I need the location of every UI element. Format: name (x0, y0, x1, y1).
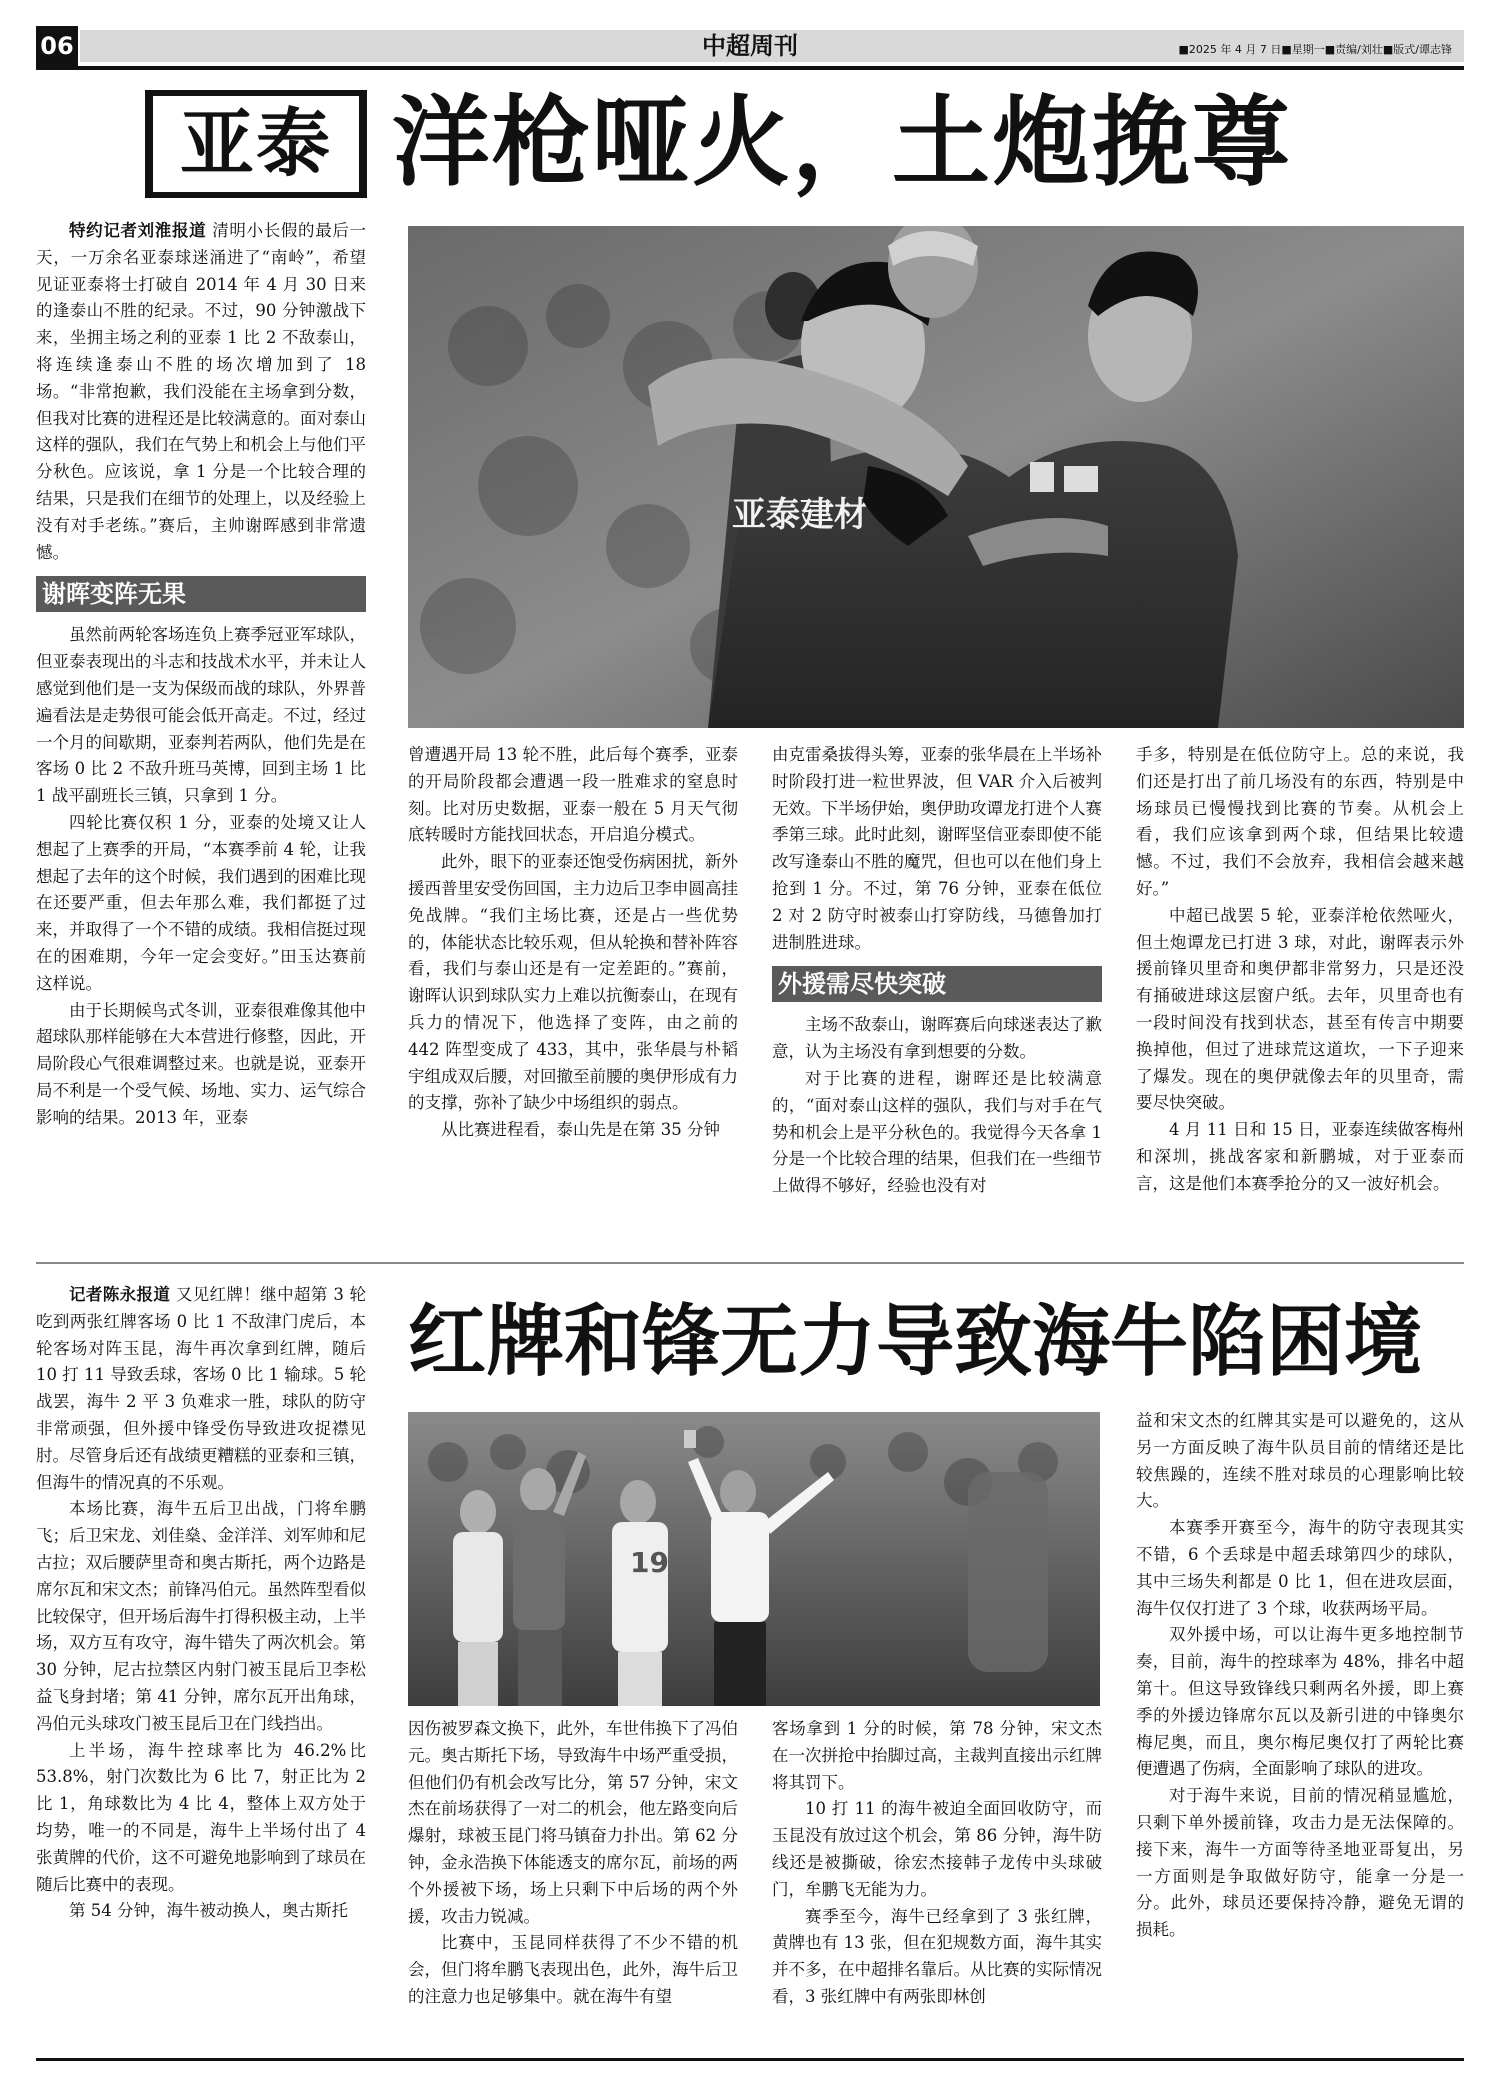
paragraph: 曾遭遇开局 13 轮不胜，此后每个赛季，亚泰的开局阶段都会遭遇一段一胜难求的窒息时刻。比对历史数据，亚泰一般在 5 月天气彻底转暖时方能找回状态，开启追分模式。 (408, 745, 738, 845)
paragraph: 双外援中场，可以让海牛更多地控制节奏，目前，海牛的控球率为 48%，排名中超第十。但这导致锋线只剩两名外援，即上赛季的外援边锋席尔瓦以及新引进的中锋奥尔梅尼奥，而且，奥尔梅尼奥仅打了两轮比赛便遭遇了伤病，全面影响了球队的进攻。 (1136, 1625, 1464, 1779)
article2-photo (408, 1412, 1100, 1706)
paragraph: 此外，眼下的亚泰还饱受伤病困扰，新外援西普里安受伤回国，主力边后卫李申圆高挂免战牌。“我们主场比赛，还是占一些优势的，体能状态比较乐观，但从轮换和替补阵容看，我们与泰山还是有一定差距的。”赛前，谢晖认识到球队实力上难以抗衡泰山，在现有兵力的情况下，他选择了变阵，由之前的 442 阵型变成了 433，其中，张华晨与朴韬宇组成双后腰，对回撤至前腰的奥伊形成有力的支撑，弥补了缺少中场组织的弱点。 (408, 852, 738, 1113)
article1-byline: 特约记者刘淮报道 (69, 221, 207, 240)
issue-meta: ■2025 年 4 月 7 日■星期一■责编/刘壮■版式/谭志锋 (1178, 43, 1452, 56)
paragraph: 比赛中，玉昆同样获得了不少不错的机会，但门将牟鹏飞表现出色，此外，海牛后卫的注意力也足够集中。就在海牛有望 (408, 1933, 738, 2006)
headline-place-label: 亚泰 (153, 96, 359, 192)
article1-photo (408, 226, 1464, 728)
article2-byline: 记者陈永报道 (69, 1285, 171, 1304)
jersey-number: 19 (630, 1546, 669, 1579)
article1-subhead-2: 外援需尽快突破 (772, 966, 1102, 1002)
paragraph: 上半场，海牛控球率比为 46.2%比 53.8%，射门次数比为 6 比 7，射正比为 2 比 1，角球数比为 4 比 4，整体上双方处于均势，唯一的不同是，海牛上半场付出了 4 张黄牌的代价，这不可避免地影响到了球员在随后比赛中的表现。 (36, 1740, 366, 1894)
article2-column-4 (1136, 1408, 1464, 1944)
paragraph: 从比赛进程看，泰山先是在第 35 分钟 (441, 1120, 720, 1140)
jersey-text: 亚泰建材 (732, 495, 868, 535)
article1-intro (36, 218, 366, 566)
page-header (36, 26, 1464, 70)
paragraph: 10 打 11 的海牛被迫全面回收防守，而玉昆没有放过这个机会，第 86 分钟，海牛防线还是被撕破，徐宏杰接韩子龙传中头球破门，牟鹏飞无能为力。 (772, 1799, 1102, 1899)
bottom-rule (36, 2058, 1464, 2061)
paragraph: 由于长期候鸟式冬训，亚泰很难像其他中超球队那样能够在大本营进行修整，因此，开局阶段心气很难调整过来。也就是说，亚泰开局不利是一个受气候、场地、实力、运气综合影响的结果。2013 年，亚泰 (36, 1000, 366, 1127)
page-number: 06 (36, 26, 78, 66)
paragraph: 本赛季开赛至今，海牛的防守表现其实不错，6 个丢球是中超丢球第四少的球队，其中三场失利都是 0 比 1，但在进攻层面，海牛仅仅打进了 3 个球，收获两场平局。 (1136, 1518, 1464, 1618)
article2-column-3 (772, 1716, 1102, 2011)
paragraph: 益和宋文杰的红牌其实是可以避免的，这从另一方面反映了海牛队员目前的情绪还是比较焦躁的，连续不胜对球员的心理影响比较大。 (1136, 1411, 1464, 1511)
article1-headline: 洋枪哑火，土炮挽尊 (392, 86, 1293, 200)
article1-column-1 (36, 218, 366, 1132)
article1-column-4 (1136, 742, 1464, 1198)
article2-column-1 (36, 1282, 366, 1925)
paragraph: 4 月 11 日和 15 日，亚泰连续做客梅州和深圳，挑战客家和新鹏城，对于亚泰而言，这是他们本赛季抢分的又一波好机会。 (1136, 1120, 1464, 1193)
article2-intro (36, 1282, 366, 1496)
article2-column-2 (408, 1716, 738, 2011)
article1-column-2 (408, 742, 738, 1144)
article1-intro-text: 清明小长假的最后一天，一万余名亚泰球迷涌进了“南岭”，希望见证亚泰将士打破自 2014 年 4 月 30 日来的逢泰山不胜的纪录。不过，90 分钟激战下来，坐拥主场之利的亚泰 1 比 2 不敌泰山，将连续逢泰山不胜的场次增加到了 18 场。“非常抱歉，我们没能在主场拿到分数，但我对比赛的进程还是比较满意的。面对泰山这样的强队，我们在气势上和机会上与他们平分秋色。应该说，拿 1 分是一个比较合理的结果，只是我们在细节的处理上，以及经验上没有对手老练。”赛后，主帅谢晖感到非常遗憾。 (36, 221, 367, 562)
article1-column-3 (772, 742, 1102, 1200)
paragraph: 第 54 分钟，海牛被动换人，奥古斯托 (69, 1901, 348, 1921)
paragraph: 对于海牛来说，目前的情况稍显尴尬，只剩下单外援前锋，攻击力是无法保障的。接下来，海牛一方面等待圣地亚哥复出，另一方面则是争取做好防守，能拿一分是一分。此外，球员还要保持冷静，避免无谓的损耗。 (1136, 1786, 1464, 1940)
paragraph: 手多，特别是在低位防守上。总的来说，我们还是打出了前几场没有的东西，特别是中场球员已慢慢找到比赛的节奏。从机会上看，我们应该拿到两个球，但结果比较遗憾。不过，我们不会放弃，我相信会越来越好。” (1136, 745, 1464, 898)
article2-intro-text: 又见红牌！继中超第 3 轮吃到两张红牌客场 0 比 1 不敌津门虎后，本轮客场对阵玉昆，海牛再次拿到红牌，随后 10 打 11 导致丢球，客场 0 比 1 输球。5 轮战罢，海牛 2 平 3 负难求一胜，球队的防守非常顽强，但外援中锋受伤导致进攻捉襟见肘。尽管身后还有战绩更糟糕的亚泰和三镇，但海牛的情况真的不乐观。 (36, 1285, 366, 1492)
paragraph: 赛季至今，海牛已经拿到了 3 张红牌，黄牌也有 13 张，但在犯规数方面，海牛其实并不多，在中超排名靠后。从比赛的实际情况看，3 张红牌中有两张即林创 (772, 1906, 1102, 2006)
article1-subhead-1: 谢晖变阵无果 (36, 576, 366, 612)
paragraph: 四轮比赛仅积 1 分，亚泰的处境又让人想起了上赛季的开局，“本赛季前 4 轮，让我想起了去年的这个时候，我们遇到的困难比现在还要严重，但去年那么难，我们都挺了过来，并取得了一个不错的成绩。我相信挺过现在的困难期，今年一定会变好。”田玉达赛前这样说。 (36, 812, 366, 993)
paragraph: 主场不敌泰山，谢晖赛后向球迷表达了歉意，认为主场没有拿到想要的分数。 (772, 1015, 1102, 1062)
paragraph: 中超已战罢 5 轮，亚泰洋枪依然哑火，但土炮谭龙已打进 3 球，对此，谢晖表示外援前锋贝里奇和奥伊都非常努力，只是还没有捅破进球这层窗户纸。去年，贝里奇也有一段时间没有找到状态，甚至有传言中期要换掉他，但过了进球荒这道坎，一下子迎来了爆发。现在的奥伊就像去年的贝里奇，需要尽快突破。 (1136, 905, 1464, 1113)
paragraph: 本场比赛，海牛五后卫出战，门将牟鹏飞；后卫宋龙、刘佳燊、金洋洋、刘军帅和尼古拉；双后腰萨里奇和奥古斯托，两个边路是席尔瓦和宋文杰；前锋冯伯元。虽然阵型看似比较保守，但开场后海牛打得积极主动，上半场，双方互有攻守，海牛错失了两次机会。第 30 分钟，尼古拉禁区内射门被玉昆后卫李松益飞身封堵；第 41 分钟，席尔瓦开出角球，冯伯元头球攻门被玉昆后卫在门线挡出。 (36, 1499, 366, 1733)
paragraph: 对于比赛的进程，谢晖还是比较满意的，“面对泰山这样的强队，我们与对手在气势和机会上是平分秋色的。我觉得今天各拿 1 分是一个比较合理的结果，但我们在一些细节上做得不够好，经验也没有对 (772, 1068, 1102, 1196)
article2-headline: 红牌和锋无力导致海牛陷困境 (408, 1297, 1423, 1387)
section-divider (36, 1262, 1464, 1264)
paragraph: 由克雷桑拔得头筹，亚泰的张华晨在上半场补时阶段打进一粒世界波，但 VAR 介入后被判无效。下半场伊始，奥伊助攻谭龙打进个人赛季第三球。此时此刻，谢晖坚信亚泰即使不能改写逢泰山不胜的魔咒，但也可以在他们身上抢到 1 分。不过，第 76 分钟，亚泰在低位 2 对 2 防守时被泰山打穿防线，马德鲁加打进制胜进球。 (772, 745, 1102, 952)
section-title: 中超周刊 (702, 32, 798, 60)
paragraph: 虽然前两轮客场连负上赛季冠亚军球队，但亚泰表现出的斗志和技战术水平，并未让人感觉到他们是一支为保级而战的球队，外界普遍看法是走势很可能会低开高走。不过，经过一个月的间歇期，亚泰判若两队，他们先是在客场 0 比 2 不敌升班马英博，回到主场 1 比 1 战平副班长三镇，只拿到 1 分。 (36, 625, 366, 806)
paragraph: 因伤被罗森文换下，此外，车世伟换下了冯伯元。奥古斯托下场，导致海牛中场严重受损，但他们仍有机会改写比分，第 57 分钟，宋文杰在前场获得了一对二的机会，他左路变向后爆射，球被玉昆门将马镇奋力扑出。第 62 分钟，金永浩换下体能透支的席尔瓦，前场的两个外援被下场，场上只剩下中后场的两个外援，攻击力锐减。 (408, 1719, 738, 1926)
paragraph: 客场拿到 1 分的时候，第 78 分钟，宋文杰在一次拼抢中抬脚过高，主裁判直接出示红牌将其罚下。 (772, 1719, 1102, 1792)
